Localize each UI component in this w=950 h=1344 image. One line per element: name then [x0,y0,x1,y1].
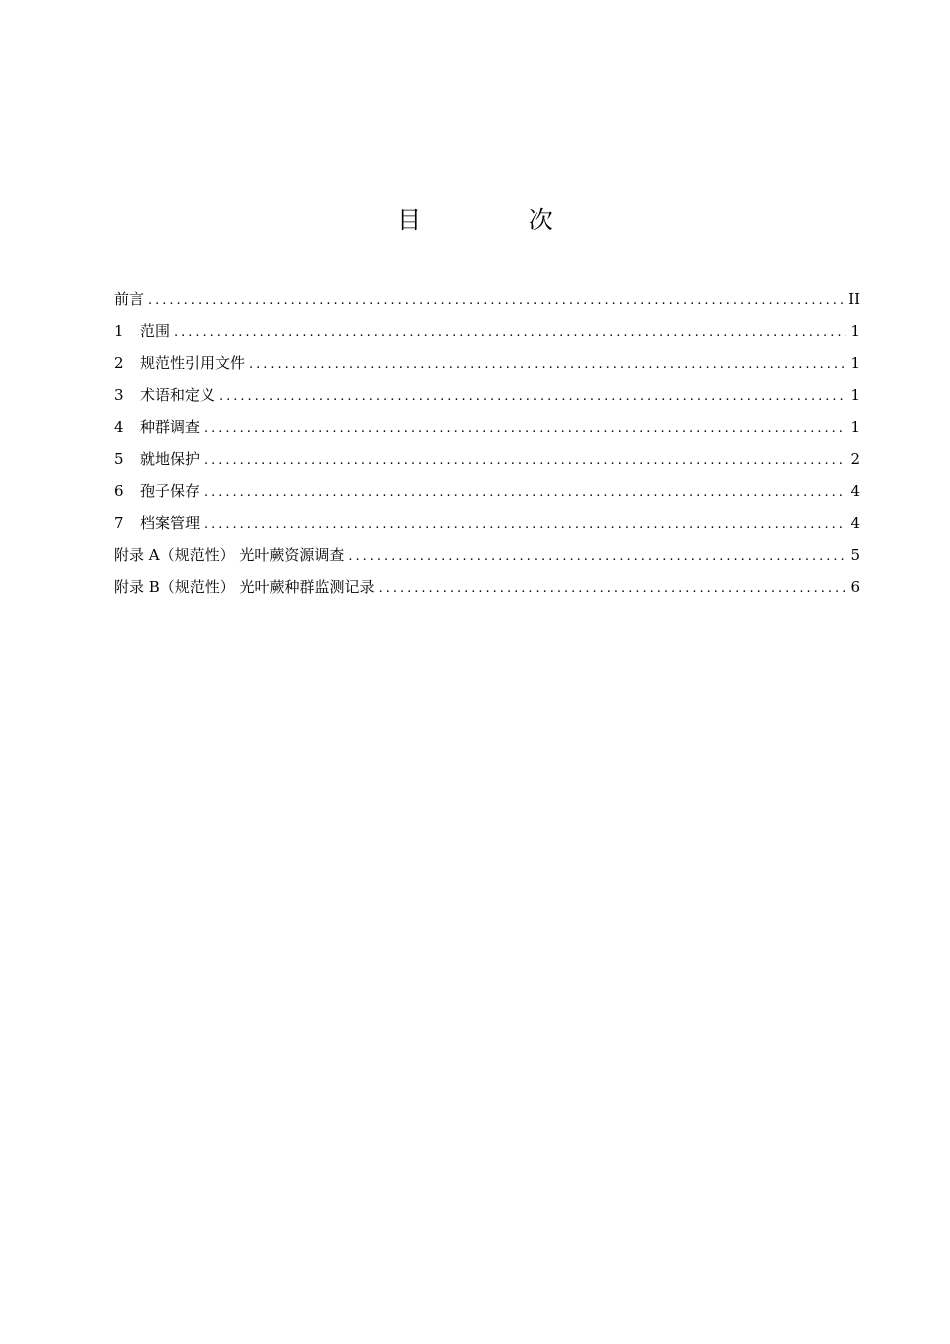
toc-page-number: II [848,290,860,308]
toc-dot-leader [249,354,846,376]
toc-entry-in-situ-conservation[interactable] [114,448,860,480]
toc-dot-leader [204,482,846,504]
toc-entry-appendix-b[interactable] [114,576,860,608]
toc-entry-label: 前言 [114,290,145,308]
toc-title: 目 次 [397,206,603,234]
toc-entry-normative-references[interactable] [114,352,860,384]
toc-page-number: 4 [850,482,860,500]
toc-page-number: 1 [850,354,860,372]
toc-entry-label: 就地保护 [140,450,201,468]
toc-page-number: 4 [850,514,860,532]
toc-entry-label: 种群调查 [140,418,201,436]
toc-dot-leader [348,546,846,568]
toc-entry-population-survey[interactable] [114,416,860,448]
toc-page-number: 5 [850,546,860,564]
toc-dot-leader [174,322,846,344]
toc-section-number: 7 [114,514,124,532]
toc-dot-leader [219,386,846,408]
toc-dot-leader [148,290,844,312]
toc-section-number: 5 [114,450,124,468]
toc-dot-leader [204,450,846,472]
toc-page-number: 6 [850,578,860,596]
toc-entry-terms-definitions[interactable] [114,384,860,416]
toc-section-number: 1 [114,322,124,340]
toc-entry-label: 孢子保存 [140,482,201,500]
toc-page-number: 1 [850,322,860,340]
toc-dot-leader [379,578,847,600]
toc-page-number: 2 [850,450,860,468]
toc-entry-label: 规范性引用文件 [140,354,246,372]
toc-entry-appendix-a[interactable] [114,544,860,576]
toc-dot-leader [204,418,846,440]
toc-entry-scope[interactable] [114,320,860,352]
toc-section-number: 4 [114,418,124,436]
toc-entry-label: 附录 B（规范性） 光叶蕨种群监测记录 [114,578,375,596]
toc-entry-archive-management[interactable] [114,512,860,544]
table-of-contents [114,288,860,608]
toc-page-number: 1 [850,386,860,404]
toc-section-number: 6 [114,482,124,500]
toc-entry-foreword[interactable] [114,288,860,320]
toc-entry-spore-preservation[interactable] [114,480,860,512]
toc-dot-leader [204,514,846,536]
toc-entry-label: 术语和定义 [140,386,216,404]
toc-page-number: 1 [850,418,860,436]
toc-section-number: 2 [114,354,124,372]
toc-entry-label: 附录 A（规范性） 光叶蕨资源调查 [114,546,345,564]
toc-entry-label: 档案管理 [140,514,201,532]
toc-section-number: 3 [114,386,124,404]
toc-entry-label: 范围 [140,322,171,340]
